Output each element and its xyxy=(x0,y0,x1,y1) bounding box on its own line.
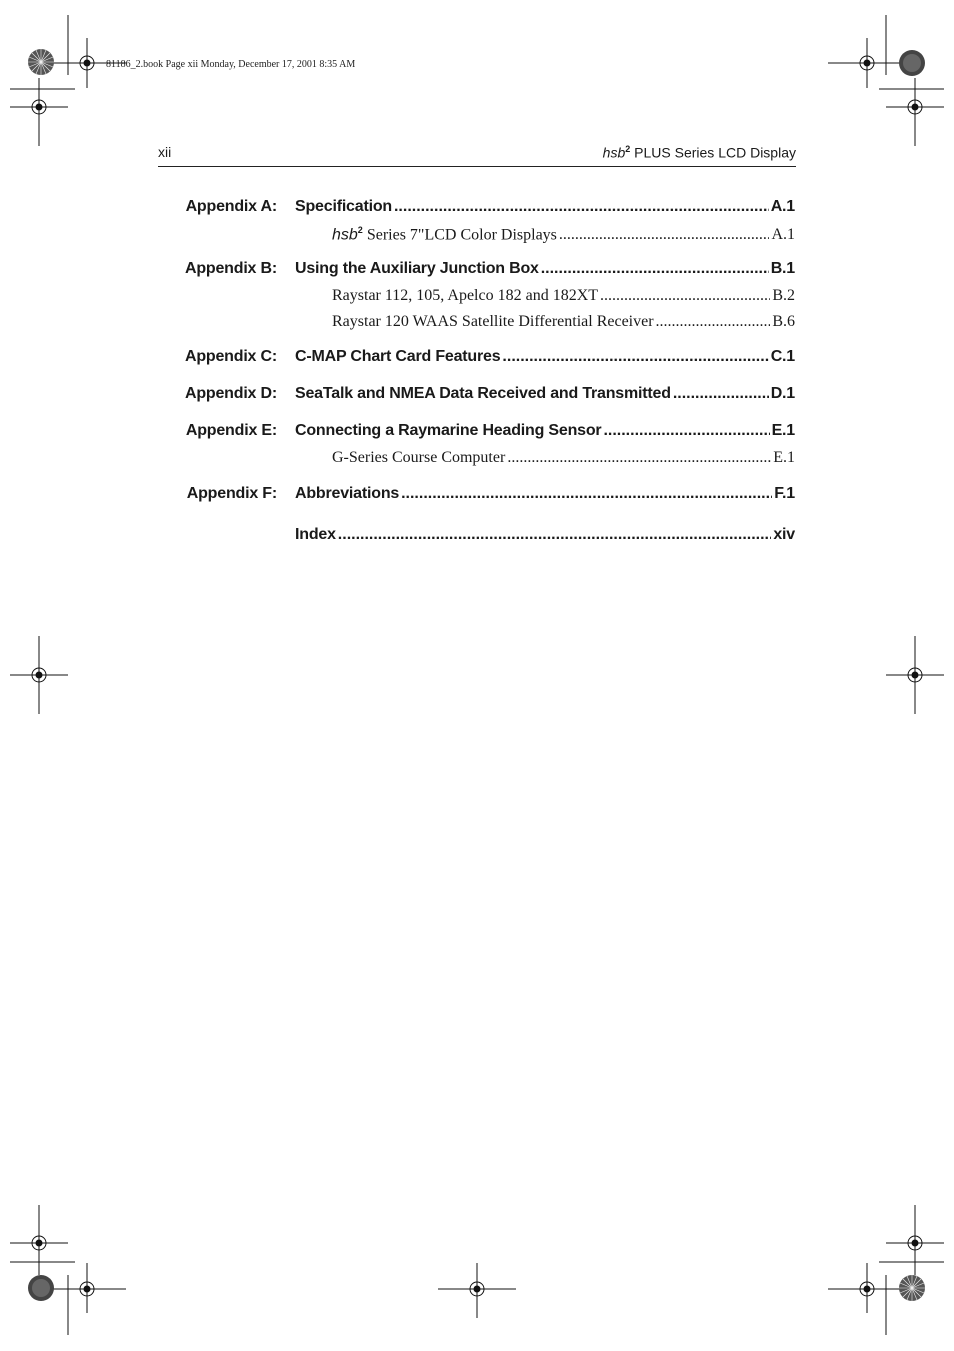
registration-target-icon xyxy=(886,636,944,714)
toc-title: Index xyxy=(295,526,336,543)
brand-hsb: hsb xyxy=(332,226,358,244)
starburst-target-icon xyxy=(28,1275,54,1301)
registration-target-icon xyxy=(438,1263,516,1318)
toc-label: Appendix E: xyxy=(185,422,277,439)
starburst-target-icon xyxy=(899,50,925,76)
toc-page: E.1 xyxy=(771,422,795,439)
toc-subtitle: Series 7"LCD Color Displays xyxy=(362,226,557,244)
starburst-target-icon xyxy=(899,1275,925,1301)
starburst-target-icon xyxy=(28,49,54,75)
toc-page: A.1 xyxy=(771,226,795,244)
registration-target-icon xyxy=(10,1205,68,1275)
registration-target-icon xyxy=(10,636,68,714)
toc-label: Appendix D: xyxy=(184,385,277,402)
toc-page: B.1 xyxy=(770,260,795,277)
registration-target-icon xyxy=(48,1263,126,1313)
brand-hsb: hsb xyxy=(602,144,626,161)
toc-title: SeaTalk and NMEA Data Received and Transmitted xyxy=(295,385,671,402)
page-number: xii xyxy=(158,144,172,160)
toc-label: Appendix A: xyxy=(185,198,277,215)
toc-label: Appendix C: xyxy=(184,348,277,365)
toc-title: C-MAP Chart Card Features xyxy=(295,348,501,365)
toc-page: C.1 xyxy=(770,348,795,365)
toc-page: B.6 xyxy=(772,313,795,330)
toc-label: Appendix F: xyxy=(186,485,277,502)
toc-page: D.1 xyxy=(770,385,795,402)
running-title-rest: PLUS Series LCD Display xyxy=(630,144,796,161)
toc-title: Abbreviations xyxy=(295,485,400,502)
brand-superscript: 2 xyxy=(625,144,631,154)
toc-title: G-Series Course Computer xyxy=(332,449,506,466)
toc-page: F.1 xyxy=(774,485,795,502)
toc-label: Appendix B: xyxy=(184,260,277,277)
registration-target-icon xyxy=(828,38,906,88)
toc-title: Specification xyxy=(295,198,392,215)
toc-page: E.1 xyxy=(773,449,795,466)
toc-title: Using the Auxiliary Junction Box xyxy=(295,260,539,277)
toc-page: A.1 xyxy=(770,198,795,215)
toc-title: Raystar 112, 105, Apelco 182 and 182XT xyxy=(332,287,599,304)
toc-page: xiv xyxy=(773,526,795,543)
toc-title: Raystar 120 WAAS Satellite Differential Receiver xyxy=(332,313,654,330)
brand-superscript: 2 xyxy=(357,225,363,235)
registration-target-icon xyxy=(886,78,944,146)
registration-target-icon xyxy=(48,38,126,88)
registration-target-icon xyxy=(10,78,68,146)
toc-title: Connecting a Raymarine Heading Sensor xyxy=(295,422,602,439)
printer-slug: 81186_2.book Page xii Monday, December 17, 2001 8:35 AM xyxy=(106,59,356,70)
registration-target-icon xyxy=(886,1205,944,1275)
toc-page: B.2 xyxy=(772,287,795,304)
registration-target-icon xyxy=(828,1263,906,1313)
